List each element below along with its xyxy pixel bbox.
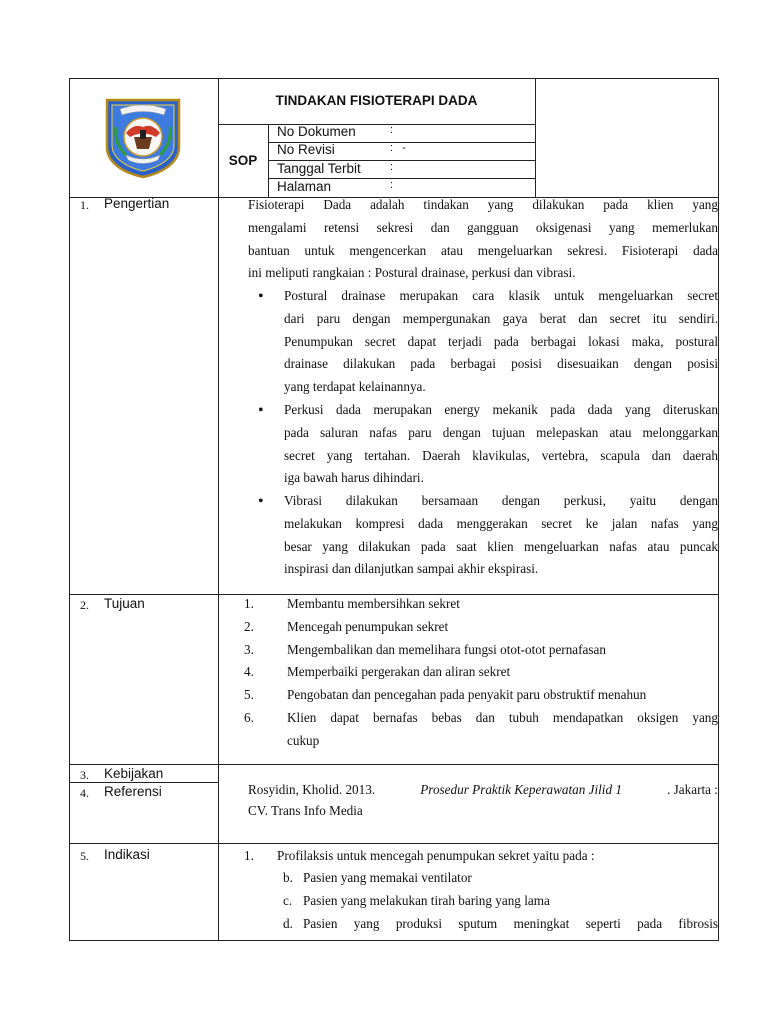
pengertian-intro [248, 194, 718, 285]
section-number: 4. [80, 786, 89, 800]
text-line: mengalami retensi sekresi dan gangguan oksigenasi yang memerlukan [248, 219, 718, 235]
meta-label: Halaman [277, 179, 332, 194]
section-number: 2. [80, 598, 89, 612]
reference-book-title: Prosedur Praktik Keperawatan Jilid 1 [420, 782, 622, 797]
sub-item: Pasien yang melakukan tirah baring yang lama [303, 893, 550, 908]
divider [69, 594, 719, 595]
text-line: ini meliputi rangkaian : Postural drainase, perkusi dan vibrasi. [248, 265, 576, 281]
list-item-continuation: cukup [287, 733, 320, 748]
text-line: dari paru dengan mempergunakan gaya berat dan secret itu sendiri. [284, 310, 718, 326]
list-number: 4. [244, 664, 254, 679]
text-line: secret yang tertahan. Daerah klavikulas, vertebra, scapula dan daerah [284, 447, 718, 463]
reference-author: Rosyidin, Kholid. 2013. [248, 782, 376, 797]
bullet-paragraph [284, 285, 718, 399]
list-number: 3. [244, 642, 254, 657]
sub-item: Pasien yang produksi sputum meningkat seperti pada fibrosis [303, 916, 718, 931]
text-line: Perkusi dada merupakan energy mekanik pada dada yang diteruskan [284, 402, 718, 417]
meta-value: : [390, 179, 394, 191]
list-item: Profilaksis untuk mencegah penumpukan sekret yaitu pada : [277, 848, 595, 863]
list-item: Mengembalikan dan memelihara fungsi otot-otot pernafasan [287, 642, 606, 657]
reference-place: . Jakarta : [667, 782, 718, 797]
text-line: melakukan kompresi dada menggerakan secret ke jalan nafas yang [284, 515, 718, 531]
section-label: Pengertian [104, 196, 170, 211]
section-label: Indikasi [104, 847, 150, 862]
bullet-paragraph [284, 399, 718, 490]
sop-label: SOP [228, 153, 258, 168]
meta-label: No Revisi [277, 142, 335, 157]
bullet-dot: • [258, 288, 264, 305]
section-label: Tujuan [104, 596, 145, 611]
emblem-logo [104, 97, 182, 179]
sub-letter: c. [283, 893, 293, 908]
list-number: 5. [244, 687, 254, 702]
list-item: Membantu membersihkan sekret [287, 596, 460, 611]
text-line: inspirasi dan dilanjutkan sampai akhir ekspirasi. [284, 561, 539, 577]
list-item: Klien dapat bernafas bebas dan tubuh mendapatkan oksigen yang [287, 710, 718, 725]
divider [69, 782, 219, 783]
text-line: drainase dilakukan pada berbagai posisi disesuaikan dengan posisi [284, 356, 718, 372]
text-line: besar yang dilakukan pada saat klien mengeluarkan nafas atau puncak [284, 538, 718, 554]
list-number: 1. [244, 596, 254, 611]
list-item: Memperbaiki pergerakan dan aliran sekret [287, 664, 511, 679]
text-line: iga bawah harus dihindari. [284, 470, 424, 486]
meta-value: : [390, 124, 394, 136]
sub-letter: b. [283, 870, 293, 885]
text-line: Fisioterapi Dada adalah tindakan yang dilakukan pada klien yang [248, 197, 718, 212]
list-number: 6. [244, 710, 254, 725]
bullet-dot: • [258, 493, 264, 510]
meta-label: No Dokumen [277, 124, 356, 139]
divider [69, 764, 719, 765]
text-line: Vibrasi dilakukan bersamaan dengan perkusi, yaitu dengan [284, 493, 718, 508]
meta-value: : - [390, 142, 406, 154]
divider [218, 78, 219, 941]
section-number: 5. [80, 849, 89, 863]
bullet-paragraph [284, 490, 718, 581]
sub-item: Pasien yang memakai ventilator [303, 870, 472, 885]
reference-publisher: CV. Trans Info Media [248, 803, 363, 818]
divider [535, 78, 536, 197]
meta-value: : [390, 161, 394, 173]
text-line: yang terdapat kelainannya. [284, 379, 426, 395]
text-line: Postural drainase merupakan cara klasik untuk mengeluarkan secret [284, 288, 718, 303]
text-line: Penumpukan secret dapat terjadi pada berbagai lokasi maka, postural [284, 333, 718, 349]
section-label: Kebijakan [104, 766, 164, 781]
bullet-dot: • [258, 402, 264, 419]
sub-letter: d. [283, 916, 293, 931]
list-item: Mencegah penumpukan sekret [287, 619, 449, 634]
list-number: 1. [244, 848, 254, 863]
section-number: 3. [80, 768, 89, 782]
section-number: 1. [80, 198, 89, 212]
divider [69, 843, 719, 844]
divider [218, 124, 535, 125]
section-label: Referensi [104, 784, 162, 799]
reference-line [248, 782, 718, 798]
text-line: bantuan untuk mengencerkan atau mengeluarkan sekresi. Fisioterapi dada [248, 242, 718, 258]
meta-label: Tanggal Terbit [277, 161, 361, 176]
list-number: 2. [244, 619, 254, 634]
text-line: pada saluran nafas paru dengan tujuan melepaskan atau melonggarkan [284, 424, 718, 440]
document-title: TINDAKAN FISIOTERAPI DADA [275, 93, 478, 108]
list-item: Pengobatan dan pencegahan pada penyakit paru obstruktif menahun [287, 687, 647, 702]
